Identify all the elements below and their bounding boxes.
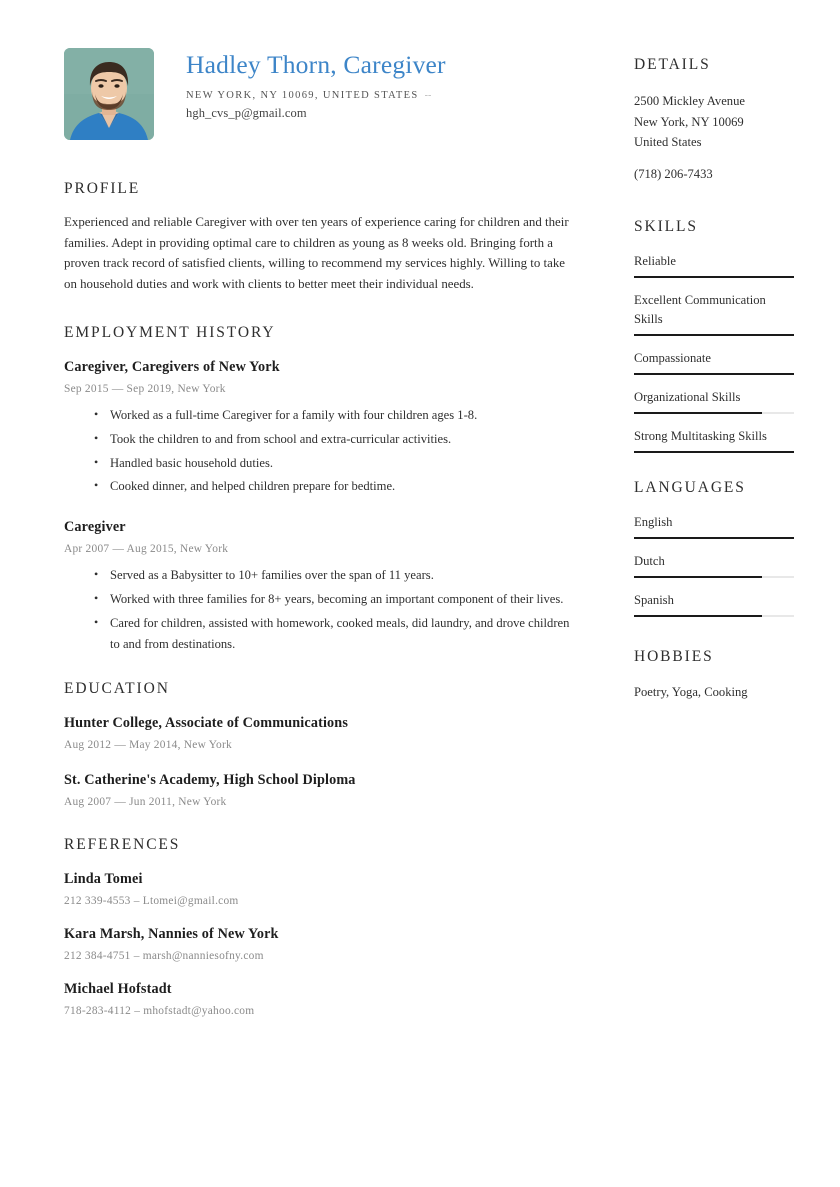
skill-item <box>634 388 794 414</box>
section-references <box>64 836 572 1017</box>
list-item: • Served as a Babysitter to 10+ families over the span of 11 years. <box>94 565 572 586</box>
sidebar-title-hobbies: HOBBIES <box>634 648 714 665</box>
skill-label: Reliable <box>634 254 676 268</box>
education-dates: Aug 2012 — May 2014, New York <box>64 739 232 752</box>
skill-rating-track <box>634 276 794 278</box>
skill-label: Excellent Communication Skills <box>634 293 766 326</box>
reference-entry <box>64 981 572 1017</box>
sidebar-section-languages <box>634 479 794 617</box>
section-employment <box>64 324 572 654</box>
skill-rating-track <box>634 451 794 453</box>
reference-entry <box>64 871 572 907</box>
skill-rating-fill <box>634 373 794 375</box>
skill-rating-track <box>634 373 794 375</box>
reference-name: Linda Tomei <box>64 871 143 888</box>
sidebar-title-languages: LANGUAGES <box>634 479 746 496</box>
hobbies-text: Poetry, Yoga, Cooking <box>634 685 748 699</box>
language-rating-fill <box>634 537 794 539</box>
list-item: • Cared for children, assisted with homework, cooked meals, did laundry, and drove children to and from destinations. <box>94 613 572 655</box>
employment-dates: Apr 2007 — Aug 2015, New York <box>64 543 229 556</box>
reference-name: Kara Marsh, Nannies of New York <box>64 926 279 943</box>
skill-item <box>634 349 794 375</box>
skill-rating-fill <box>634 412 762 414</box>
list-item: • Worked as a full-time Caregiver for a family with four children ages 1-8. <box>94 405 572 426</box>
skill-label: Organizational Skills <box>634 390 741 404</box>
skill-rating-fill <box>634 276 794 278</box>
education-degree: Hunter College, Associate of Communications <box>64 715 349 732</box>
language-rating-track <box>634 615 794 617</box>
education-dates: Aug 2007 — Jun 2011, New York <box>64 796 227 809</box>
sidebar-section-hobbies <box>634 648 794 703</box>
skill-item <box>634 291 794 336</box>
employment-job-title: Caregiver, Caregivers of New York <box>64 359 280 375</box>
resume-header <box>64 48 584 140</box>
employment-job-title: Caregiver <box>64 519 126 536</box>
skill-item <box>634 427 794 453</box>
profile-photo-image <box>64 48 154 140</box>
language-rating-track <box>634 537 794 539</box>
language-item <box>634 552 794 578</box>
sidebar-section-skills <box>634 218 794 453</box>
section-profile <box>64 180 572 294</box>
reference-contact: 212 339-4553 – Ltomei@gmail.com <box>64 895 239 908</box>
language-item <box>634 513 794 539</box>
list-item: • Cooked dinner, and helped children prepare for bedtime. <box>94 476 572 497</box>
language-label: English <box>634 515 673 529</box>
list-item: • Took the children to and from school and extra-curricular activities. <box>94 429 572 450</box>
language-label: Dutch <box>634 554 665 568</box>
skill-rating-track <box>634 334 794 336</box>
skill-item <box>634 252 794 278</box>
details-phone[interactable]: (718) 206-7433 <box>634 166 713 181</box>
skill-label: Strong Multitasking Skills <box>634 429 767 443</box>
list-item: • Handled basic household duties. <box>94 453 572 474</box>
details-address-line2: New York, NY 10069 <box>634 114 744 129</box>
employment-bullet-list <box>64 405 572 497</box>
language-item <box>634 591 794 617</box>
employment-entry <box>64 519 572 654</box>
candidate-location: NEW YORK, NY 10069, UNITED STATES <box>186 90 419 101</box>
main-column <box>64 180 572 1017</box>
profile-photo <box>64 48 154 140</box>
candidate-email[interactable]: hgh_cvs_p@gmail.com <box>186 106 307 120</box>
skill-label: Compassionate <box>634 351 711 365</box>
reference-entry <box>64 926 572 962</box>
employment-dates: Sep 2015 — Sep 2019, New York <box>64 383 226 395</box>
profile-summary: Experienced and reliable Caregiver with over ten years of experience caring for children and their families. Adept in providing optimal care to children as young as 8 weeks old. Bringing forth a proven track record of satisfied clients, willing to recommend my services highly. Willing to take on household duties and work with clients to better meet their individual needs. <box>64 215 569 291</box>
sidebar-section-details <box>634 56 794 184</box>
language-rating-fill <box>634 615 762 617</box>
sidebar-title-details: DETAILS <box>634 56 711 73</box>
skill-rating-track <box>634 412 794 414</box>
candidate-location-line <box>186 88 586 104</box>
list-item: • Worked with three families for 8+ years, becoming an important component of their lives. <box>94 589 572 610</box>
skill-rating-fill <box>634 451 794 453</box>
details-address-line3: United States <box>634 135 702 149</box>
language-label: Spanish <box>634 593 674 607</box>
section-title-education: EDUCATION <box>64 680 170 698</box>
contact-separator: -- <box>424 90 432 101</box>
employment-entry <box>64 359 572 497</box>
section-title-employment: EMPLOYMENT HISTORY <box>64 324 276 341</box>
skill-rating-fill <box>634 334 794 336</box>
reference-contact: 718-283-4112 – mhofstadt@yahoo.com <box>64 1005 255 1018</box>
language-rating-fill <box>634 576 762 578</box>
employment-bullet-list <box>64 565 572 654</box>
reference-contact: 212 384-4751 – marsh@nanniesofny.com <box>64 950 264 963</box>
section-title-references: REFERENCES <box>64 836 181 854</box>
reference-name: Michael Hofstadt <box>64 981 172 998</box>
sidebar <box>634 56 794 703</box>
education-entry <box>64 772 572 808</box>
section-title-profile: PROFILE <box>64 180 141 197</box>
language-rating-track <box>634 576 794 578</box>
header-text-block <box>186 50 586 122</box>
education-degree: St. Catherine's Academy, High School Diploma <box>64 772 356 789</box>
sidebar-title-skills: SKILLS <box>634 218 698 235</box>
details-address-line1: 2500 Mickley Avenue <box>634 94 745 108</box>
section-education <box>64 680 572 808</box>
candidate-name: Hadley Thorn, Caregiver <box>186 50 446 79</box>
education-entry <box>64 715 572 751</box>
